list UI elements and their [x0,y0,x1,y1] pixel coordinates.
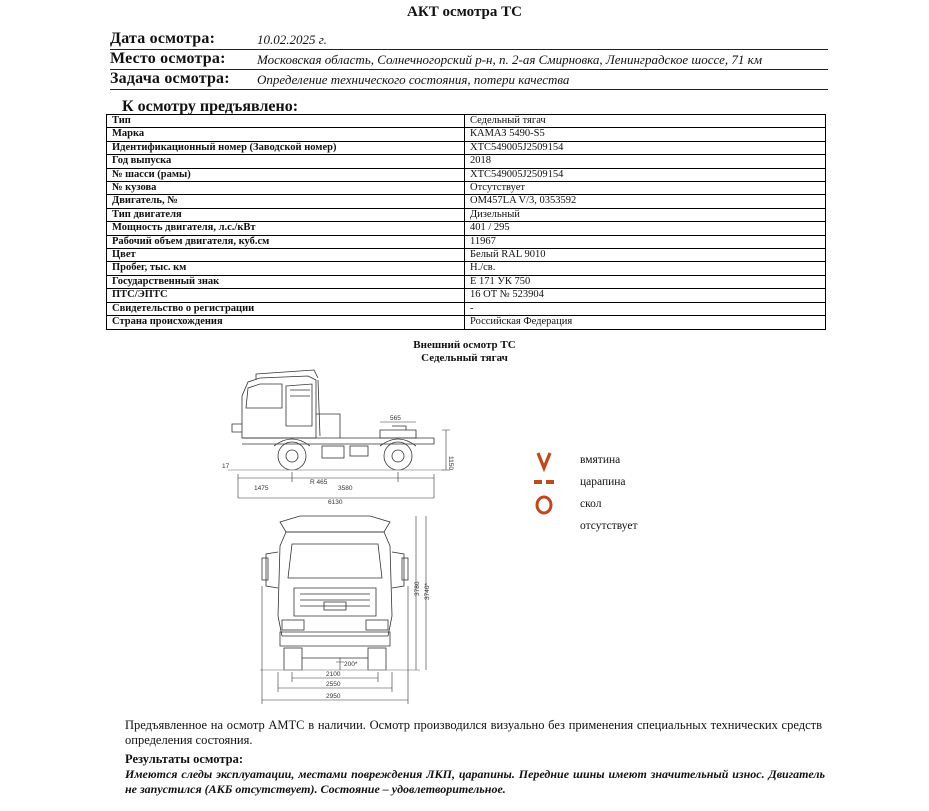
spec-key: Двигатель, № [107,195,465,208]
chip-symbol-icon [528,494,560,516]
table-row [107,141,826,154]
dim-wheelbase: 3580 [338,485,353,492]
spec-key: Пробег, тыс. км [107,262,465,275]
spec-value: XTC549005J2509154 [465,168,826,181]
table-row [107,182,826,195]
dent-symbol-icon [528,450,560,472]
table-row [107,316,826,329]
dim-width-body: 2550 [326,681,341,688]
header-row-date [110,30,828,50]
legend-item-dent [528,450,688,470]
exterior-title: Внешний осмотр ТС [413,339,516,351]
spec-key: Идентификационный номер (Заводской номер) [107,141,465,154]
table-row [107,289,826,302]
header-row-task [110,70,828,90]
spec-key: Страна происхождения [107,316,465,329]
front-view-dimensions [326,581,431,700]
legend-item-missing [528,516,688,536]
side-view-dimensions [222,415,454,506]
spec-value: 16 ОТ № 523904 [465,289,826,302]
dim-ground-angle: 17 [222,463,230,470]
table-row [107,262,826,275]
header-underline [110,89,828,90]
table-row [107,128,826,141]
spec-key: № шасси (рамы) [107,168,465,181]
dim-fifth-wheel: 565 [390,415,401,422]
dim-height-max: 3780 [414,581,421,596]
spec-key: Марка [107,128,465,141]
dim-ground-clearance: 200* [344,661,358,668]
spec-key: Цвет [107,249,465,262]
results-title: Результаты осмотра: [125,752,243,766]
results-text: Имеются следы эксплуатации, местами повреждения ЛКП, царапины. Передние шины имеют значительный износ. Двигатель не запустился (АКБ отсутствует). Состояние – удовлетворительное. [125,767,825,796]
legend-label: скол [580,498,602,510]
spec-key: Год выпуска [107,155,465,168]
header-label: Место осмотра: [110,50,226,67]
spec-value: OM457LA V/3, 0353592 [465,195,826,208]
table-row [107,115,826,128]
dim-turn-radius: R 465 [310,479,328,486]
truck-side-view [228,370,450,498]
dim-height-min: 3740* [424,583,431,600]
table-row [107,168,826,181]
spec-value: XTC549005J2509154 [465,141,826,154]
legend-item-scratch [528,472,688,492]
document-title: АКТ осмотра ТС [407,4,522,20]
spec-key: Государственный знак [107,275,465,288]
dim-track: 2100 [326,671,341,678]
table-row [107,155,826,168]
exterior-inspection-title [0,339,929,365]
legend-label: царапина [580,476,626,488]
spec-key: Мощность двигателя, л.с./кВт [107,222,465,235]
spec-key: Тип [107,115,465,128]
legend-label: отсутствует [580,520,638,532]
header-label: Задача осмотра: [110,70,230,87]
spec-value: Отсутствует [465,182,826,195]
legend-label: вмятина [580,454,621,466]
spec-key: Свидетельство о регистрации [107,302,465,315]
header-row-place [110,50,828,70]
spec-key: ПТС/ЭПТС [107,289,465,302]
spec-value: Белый RAL 9010 [465,249,826,262]
dim-coupling-height: 1150 [447,456,454,470]
spec-value: Седельный тягач [465,115,826,128]
spec-value: 11967 [465,235,826,248]
spec-value: Е 171 УК 750 [465,275,826,288]
table-row [107,222,826,235]
table-row [107,235,826,248]
spec-value: Дизельный [465,208,826,221]
spec-value: 401 / 295 [465,222,826,235]
dim-total-length: 6130 [328,499,343,506]
vehicle-spec-table [106,114,826,330]
spec-value: 2018 [465,155,826,168]
exterior-subtitle: Седельный тягач [421,352,508,364]
header-value: Московская область, Солнечногорский р-н, п. 2-ая Смирновка, Ленинградское шоссе, 71 км [257,52,763,67]
header-value: Определение технического состояния, потери качества [257,72,570,87]
truck-front-view [260,516,426,704]
table-row [107,275,826,288]
legend-item-chip [528,494,688,514]
table-row [107,249,826,262]
spec-key: № кузова [107,182,465,195]
table-row [107,302,826,315]
tractor-truck-drawing [220,366,460,711]
presented-heading: К осмотру предъявлено: [122,98,299,115]
table-row [107,208,826,221]
spec-value: - [465,302,826,315]
inspection-summary: Предъявленное на осмотр АМТС в наличии. Осмотр производился визуально без применения специальных технических средств определения состояния. [125,718,822,747]
table-row [107,195,826,208]
header-value: 10.02.2025 г. [257,32,327,47]
spec-value: Н./св. [465,262,826,275]
spec-value: Российская Федерация [465,316,826,329]
spec-value: КАМАЗ 5490-S5 [465,128,826,141]
header-label: Дата осмотра: [110,30,216,47]
damage-legend [528,448,688,538]
scratch-symbol-icon [528,472,560,494]
dim-front-overhang: 1475 [254,485,269,492]
dim-width-mirrors: 2950 [326,693,341,700]
spec-key: Тип двигателя [107,208,465,221]
spec-key: Рабочий объем двигателя, куб.см [107,235,465,248]
